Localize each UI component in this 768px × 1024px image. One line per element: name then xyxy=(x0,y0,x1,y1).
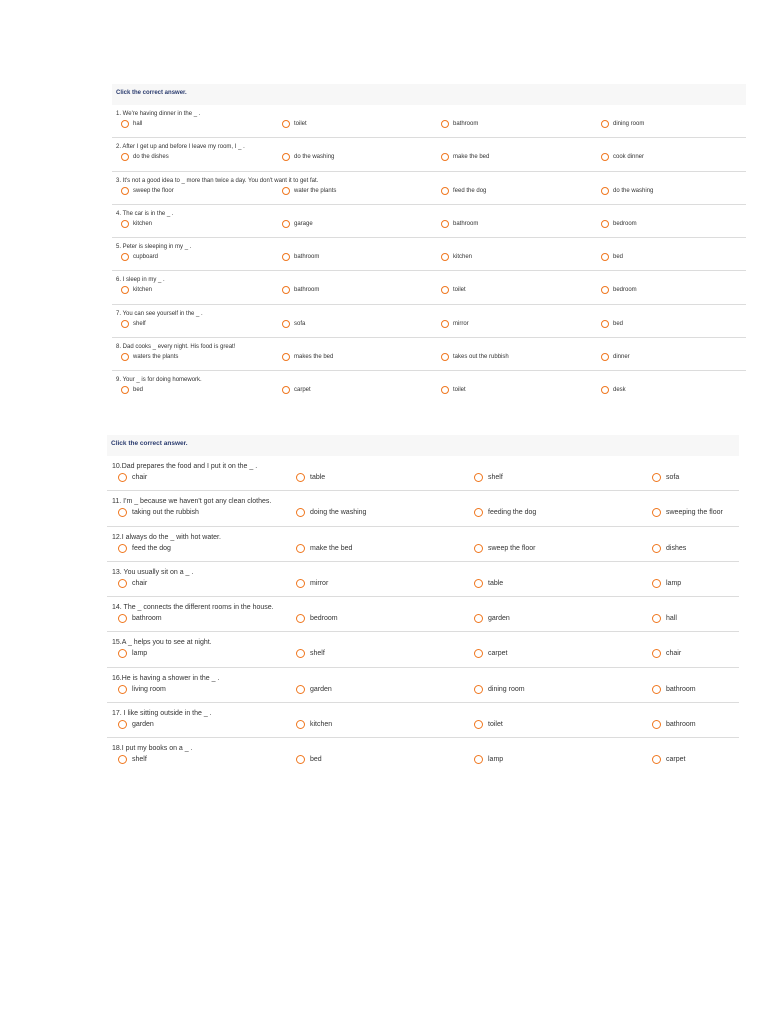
answer-option[interactable] xyxy=(652,579,681,588)
answer-option[interactable] xyxy=(282,187,336,195)
answer-option[interactable] xyxy=(601,120,644,128)
answer-option-label: water the plants xyxy=(294,187,337,194)
radio-button-icon[interactable] xyxy=(601,386,609,394)
answer-option[interactable] xyxy=(296,720,332,729)
answer-option-label: doing the washing xyxy=(310,509,367,517)
answer-option[interactable] xyxy=(296,649,325,658)
answer-options xyxy=(116,286,746,298)
answer-option[interactable] xyxy=(441,187,486,195)
radio-button-icon[interactable] xyxy=(118,755,127,764)
answer-option-label: hall xyxy=(133,121,143,127)
radio-button-icon[interactable] xyxy=(296,579,305,588)
radio-button-icon[interactable] xyxy=(282,187,290,195)
answer-options xyxy=(116,153,746,165)
instruction-text: Click the correct answer. xyxy=(107,435,739,456)
answer-option[interactable] xyxy=(118,544,171,553)
answer-option[interactable] xyxy=(282,153,334,161)
answer-option[interactable] xyxy=(441,286,466,294)
answer-options xyxy=(112,473,739,486)
radio-button-icon[interactable] xyxy=(474,508,483,517)
answer-option-label: bedroom xyxy=(613,220,637,227)
answer-options xyxy=(112,544,739,557)
answer-option[interactable] xyxy=(118,685,166,694)
radio-button-icon[interactable] xyxy=(474,544,483,553)
answer-option[interactable] xyxy=(441,353,509,361)
radio-button-icon[interactable] xyxy=(118,579,127,588)
radio-button-icon[interactable] xyxy=(474,685,483,694)
radio-button-icon[interactable] xyxy=(441,286,449,294)
answer-options xyxy=(116,120,746,132)
answer-option[interactable] xyxy=(652,685,696,694)
answer-option-label: kitchen xyxy=(133,287,153,294)
answer-option[interactable] xyxy=(441,153,489,161)
answer-option-label: bathroom xyxy=(453,121,479,127)
radio-button-icon[interactable] xyxy=(441,153,449,161)
radio-button-icon[interactable] xyxy=(474,755,483,764)
answer-option[interactable] xyxy=(601,353,630,361)
answer-option-label: lamp xyxy=(666,579,682,587)
answer-option-label: bed xyxy=(133,387,144,394)
answer-option-label: shelf xyxy=(310,650,325,658)
question-item xyxy=(112,271,746,304)
answer-option-label: dinner xyxy=(613,354,630,361)
radio-button-icon[interactable] xyxy=(121,187,129,195)
question-item xyxy=(112,172,746,205)
answer-option-label: sweeping the floor xyxy=(666,509,723,517)
radio-button-icon[interactable] xyxy=(601,220,609,228)
answer-options xyxy=(116,386,746,398)
answer-option[interactable] xyxy=(296,579,328,588)
question-text: 9. Your _ is for doing homework. xyxy=(116,377,202,384)
answer-option[interactable] xyxy=(118,508,199,517)
answer-option[interactable] xyxy=(282,386,311,394)
answer-option-label: living room xyxy=(132,685,166,693)
question-text: 1. We're having dinner in the _ . xyxy=(116,111,201,117)
answer-option[interactable] xyxy=(282,220,313,228)
answer-option-label: table xyxy=(310,474,326,481)
radio-button-icon[interactable] xyxy=(441,253,449,261)
radio-button-icon[interactable] xyxy=(282,220,290,228)
answer-option[interactable] xyxy=(121,253,158,261)
quiz-panel-1 xyxy=(112,84,746,400)
radio-button-icon[interactable] xyxy=(282,386,290,394)
radio-button-icon[interactable] xyxy=(296,508,305,517)
radio-button-icon[interactable] xyxy=(118,649,127,658)
answer-option-label: bedroom xyxy=(613,287,637,294)
radio-button-icon[interactable] xyxy=(282,253,290,261)
radio-button-icon[interactable] xyxy=(296,614,305,623)
radio-button-icon[interactable] xyxy=(121,320,129,328)
radio-button-icon[interactable] xyxy=(601,153,609,161)
radio-button-icon[interactable] xyxy=(296,720,305,729)
answer-option-label: dining room xyxy=(613,121,645,127)
question-item xyxy=(107,597,739,632)
question-text: 11. I'm _ because we haven't got any clean clothes. xyxy=(112,498,272,506)
answer-option[interactable] xyxy=(121,386,143,394)
radio-button-icon[interactable] xyxy=(296,755,305,764)
radio-button-icon[interactable] xyxy=(652,720,661,729)
answer-option-label: sweep the floor xyxy=(488,544,536,552)
answer-option[interactable] xyxy=(121,353,178,361)
answer-option[interactable] xyxy=(121,286,152,294)
question-text: 6. I sleep in my _ . xyxy=(116,277,165,284)
answer-option-label: bathroom xyxy=(294,254,320,261)
answer-option[interactable] xyxy=(121,220,152,228)
answer-option-label: cupboard xyxy=(133,254,159,261)
radio-button-icon[interactable] xyxy=(601,286,609,294)
answer-option[interactable] xyxy=(118,579,147,588)
answer-option-label: takes out the rubbish xyxy=(453,354,509,361)
answer-option[interactable] xyxy=(601,153,644,161)
answer-option[interactable] xyxy=(121,120,142,128)
answer-options xyxy=(116,220,746,232)
answer-option-label: toilet xyxy=(294,121,307,127)
answer-option[interactable] xyxy=(441,220,478,228)
question-text: 7. You can see yourself in the _ . xyxy=(116,310,203,317)
question-text: 10.Dad prepares the food and I put it on the _ . xyxy=(112,463,258,470)
answer-option-label: make the bed xyxy=(310,544,353,552)
answer-option-label: garden xyxy=(132,721,154,729)
answer-option[interactable] xyxy=(652,473,679,482)
radio-button-icon[interactable] xyxy=(652,614,661,623)
radio-button-icon[interactable] xyxy=(652,649,661,658)
answer-option[interactable] xyxy=(296,614,338,623)
question-list xyxy=(107,456,739,772)
answer-option-label: bathroom xyxy=(666,685,696,693)
answer-option-label: shelf xyxy=(132,756,147,764)
radio-button-icon[interactable] xyxy=(121,153,129,161)
radio-button-icon[interactable] xyxy=(601,320,609,328)
answer-option[interactable] xyxy=(652,544,686,553)
answer-option[interactable] xyxy=(601,286,637,294)
question-list xyxy=(112,105,746,400)
radio-button-icon[interactable] xyxy=(282,353,290,361)
radio-button-icon[interactable] xyxy=(474,579,483,588)
answer-option[interactable] xyxy=(441,386,466,394)
quiz-panel-2 xyxy=(107,435,739,772)
radio-button-icon[interactable] xyxy=(441,187,449,195)
answer-option-label: desk xyxy=(613,387,626,394)
answer-option[interactable] xyxy=(118,614,162,623)
answer-option-label: lamp xyxy=(132,650,148,658)
answer-option[interactable] xyxy=(296,755,322,764)
radio-button-icon[interactable] xyxy=(121,220,129,228)
answer-option[interactable] xyxy=(296,473,325,482)
answer-option[interactable] xyxy=(296,544,352,553)
radio-button-icon[interactable] xyxy=(601,253,609,261)
answer-option[interactable] xyxy=(652,614,677,623)
answer-option-label: bathroom xyxy=(132,615,162,623)
answer-option[interactable] xyxy=(474,720,503,729)
radio-button-icon[interactable] xyxy=(474,473,483,482)
answer-options xyxy=(116,253,746,265)
answer-option[interactable] xyxy=(282,320,305,328)
answer-option-label: bathroom xyxy=(453,220,479,227)
answer-option-label: sweep the floor xyxy=(133,187,174,194)
answer-option[interactable] xyxy=(652,720,696,729)
answer-option-label: chair xyxy=(132,474,148,481)
answer-option[interactable] xyxy=(121,320,146,328)
answer-option-label: kitchen xyxy=(453,254,473,261)
answer-option-label: carpet xyxy=(488,650,508,658)
answer-option-label: toilet xyxy=(453,387,466,394)
radio-button-icon[interactable] xyxy=(441,220,449,228)
answer-option-label: mirror xyxy=(310,579,329,587)
radio-button-icon[interactable] xyxy=(652,508,661,517)
answer-option-label: toilet xyxy=(453,287,466,294)
answer-option[interactable] xyxy=(652,755,685,764)
radio-button-icon[interactable] xyxy=(474,720,483,729)
answer-options xyxy=(112,508,739,521)
question-item xyxy=(107,527,739,562)
radio-button-icon[interactable] xyxy=(121,286,129,294)
radio-button-icon[interactable] xyxy=(118,614,127,623)
answer-option-label: garden xyxy=(310,685,332,693)
answer-option[interactable] xyxy=(441,320,469,328)
answer-option[interactable] xyxy=(601,386,626,394)
radio-button-icon[interactable] xyxy=(296,649,305,658)
radio-button-icon[interactable] xyxy=(121,353,129,361)
answer-options xyxy=(112,720,739,733)
radio-button-icon[interactable] xyxy=(652,579,661,588)
answer-option[interactable] xyxy=(474,685,525,694)
answer-option-label: sofa xyxy=(666,474,680,481)
answer-option-label: feed the dog xyxy=(453,187,487,194)
answer-option-label: shelf xyxy=(488,474,503,481)
answer-option[interactable] xyxy=(652,508,723,517)
answer-option-label: kitchen xyxy=(310,721,333,729)
answer-option[interactable] xyxy=(121,187,174,195)
answer-options xyxy=(112,755,739,768)
answer-option-label: taking out the rubbish xyxy=(132,509,199,517)
radio-button-icon[interactable] xyxy=(601,187,609,195)
answer-option[interactable] xyxy=(601,220,637,228)
radio-button-icon[interactable] xyxy=(652,755,661,764)
question-text: 13. You usually sit on a _ . xyxy=(112,568,194,576)
answer-option[interactable] xyxy=(118,473,147,482)
answer-option-label: bathroom xyxy=(294,287,320,294)
radio-button-icon[interactable] xyxy=(296,544,305,553)
answer-options xyxy=(116,353,746,365)
question-item xyxy=(107,738,739,772)
answer-option[interactable] xyxy=(474,544,535,553)
answer-option[interactable] xyxy=(474,473,503,482)
answer-option[interactable] xyxy=(282,253,319,261)
radio-button-icon[interactable] xyxy=(118,508,127,517)
question-item xyxy=(112,305,746,338)
answer-options xyxy=(112,685,739,698)
question-item xyxy=(112,105,746,138)
radio-button-icon[interactable] xyxy=(601,353,609,361)
answer-option[interactable] xyxy=(474,755,503,764)
answer-option-label: bathroom xyxy=(666,721,696,729)
answer-options xyxy=(116,187,746,199)
radio-button-icon[interactable] xyxy=(474,614,483,623)
answer-option[interactable] xyxy=(652,649,681,658)
radio-button-icon[interactable] xyxy=(118,720,127,729)
answer-option-label: bed xyxy=(310,756,322,764)
question-text: 15.A _ helps you to see at night. xyxy=(112,639,212,647)
answer-option[interactable] xyxy=(441,253,472,261)
answer-option-label: kitchen xyxy=(133,220,153,227)
answer-option-label: chair xyxy=(132,579,148,587)
answer-option[interactable] xyxy=(121,153,169,161)
answer-option-label: makes the bed xyxy=(294,354,334,361)
answer-option[interactable] xyxy=(474,614,510,623)
radio-button-icon[interactable] xyxy=(121,253,129,261)
question-item xyxy=(107,562,739,597)
answer-option[interactable] xyxy=(118,649,147,658)
radio-button-icon[interactable] xyxy=(282,286,290,294)
question-text: 4. The car is in the _ . xyxy=(116,210,174,217)
answer-option-label: bed xyxy=(613,254,624,261)
question-item xyxy=(107,456,739,491)
answer-option-label: shelf xyxy=(133,320,146,327)
radio-button-icon[interactable] xyxy=(652,473,661,482)
answer-options xyxy=(116,320,746,332)
question-item xyxy=(112,238,746,271)
answer-option-label: cook dinner xyxy=(613,154,645,161)
question-item xyxy=(112,205,746,238)
radio-button-icon[interactable] xyxy=(601,120,609,128)
answer-option-label: chair xyxy=(666,650,682,658)
answer-option-label: toilet xyxy=(488,721,503,729)
answer-option-label: lamp xyxy=(488,756,504,764)
answer-option-label: do the washing xyxy=(294,154,335,161)
answer-option[interactable] xyxy=(474,579,503,588)
answer-option-label: do the washing xyxy=(613,187,654,194)
answer-option-label: waters the plants xyxy=(133,354,179,361)
question-item xyxy=(107,491,739,526)
radio-button-icon[interactable] xyxy=(441,120,449,128)
radio-button-icon[interactable] xyxy=(652,544,661,553)
answer-option-label: carpet xyxy=(666,756,686,764)
radio-button-icon[interactable] xyxy=(296,685,305,694)
radio-button-icon[interactable] xyxy=(121,386,129,394)
answer-options xyxy=(112,579,739,592)
answer-option-label: carpet xyxy=(294,387,311,394)
radio-button-icon[interactable] xyxy=(441,320,449,328)
answer-option[interactable] xyxy=(474,508,536,517)
answer-option-label: garage xyxy=(294,220,313,227)
radio-button-icon[interactable] xyxy=(121,120,129,128)
answer-option[interactable] xyxy=(296,508,366,517)
answer-option[interactable] xyxy=(601,187,653,195)
answer-option[interactable] xyxy=(282,286,319,294)
question-item xyxy=(107,703,739,738)
question-text: 8. Dad cooks _ every night. His food is great! xyxy=(116,344,236,351)
answer-option[interactable] xyxy=(118,755,147,764)
answer-option-label: feeding the dog xyxy=(488,509,537,517)
radio-button-icon[interactable] xyxy=(118,685,127,694)
question-text: 18.I put my books on a _ . xyxy=(112,745,193,753)
question-item xyxy=(107,632,739,667)
radio-button-icon[interactable] xyxy=(296,473,305,482)
answer-option-label: make the bed xyxy=(453,154,490,161)
question-item xyxy=(107,668,739,703)
answer-option-label: garden xyxy=(488,615,510,623)
answer-options xyxy=(112,649,739,662)
question-text: 17. I like sitting outside in the _ . xyxy=(112,710,212,718)
radio-button-icon[interactable] xyxy=(282,153,290,161)
answer-option[interactable] xyxy=(601,253,623,261)
radio-button-icon[interactable] xyxy=(652,685,661,694)
answer-option[interactable] xyxy=(282,353,333,361)
question-item xyxy=(112,138,746,171)
answer-option-label: dining room xyxy=(488,685,525,693)
radio-button-icon[interactable] xyxy=(441,386,449,394)
question-text: 2. After I get up and before I leave my room, I _ . xyxy=(116,144,245,151)
answer-option[interactable] xyxy=(474,649,507,658)
radio-button-icon[interactable] xyxy=(118,473,127,482)
question-text: 5. Peter is sleeping in my _ . xyxy=(116,244,192,251)
radio-button-icon[interactable] xyxy=(474,649,483,658)
radio-button-icon[interactable] xyxy=(118,544,127,553)
answer-options xyxy=(112,614,739,627)
answer-option[interactable] xyxy=(296,685,332,694)
answer-option-label: mirror xyxy=(453,320,469,327)
answer-option-label: table xyxy=(488,579,504,587)
answer-option-label: bedroom xyxy=(310,615,338,623)
answer-option-label: do the dishes xyxy=(133,154,169,161)
question-text: 12.I always do the _ with hot water. xyxy=(112,533,221,541)
question-text: 3. It's not a good idea to _ more than twice a day. You don't want it to get fat. xyxy=(116,177,319,184)
answer-option-label: feed the dog xyxy=(132,544,171,552)
answer-option[interactable] xyxy=(118,720,154,729)
radio-button-icon[interactable] xyxy=(282,320,290,328)
question-item xyxy=(112,338,746,371)
radio-button-icon[interactable] xyxy=(282,120,290,128)
radio-button-icon[interactable] xyxy=(441,353,449,361)
answer-option[interactable] xyxy=(282,120,307,128)
answer-option[interactable] xyxy=(441,120,478,128)
answer-option-label: dishes xyxy=(666,544,687,552)
question-text: 14. The _ connects the different rooms in the house. xyxy=(112,604,274,612)
answer-option[interactable] xyxy=(601,320,623,328)
answer-option-label: bed xyxy=(613,320,624,327)
answer-option-label: sofa xyxy=(294,320,306,327)
question-item xyxy=(112,371,746,400)
instruction-text: Click the correct answer. xyxy=(112,84,746,105)
answer-option-label: hall xyxy=(666,615,677,623)
question-text: 16.He is having a shower in the _ . xyxy=(112,674,220,682)
